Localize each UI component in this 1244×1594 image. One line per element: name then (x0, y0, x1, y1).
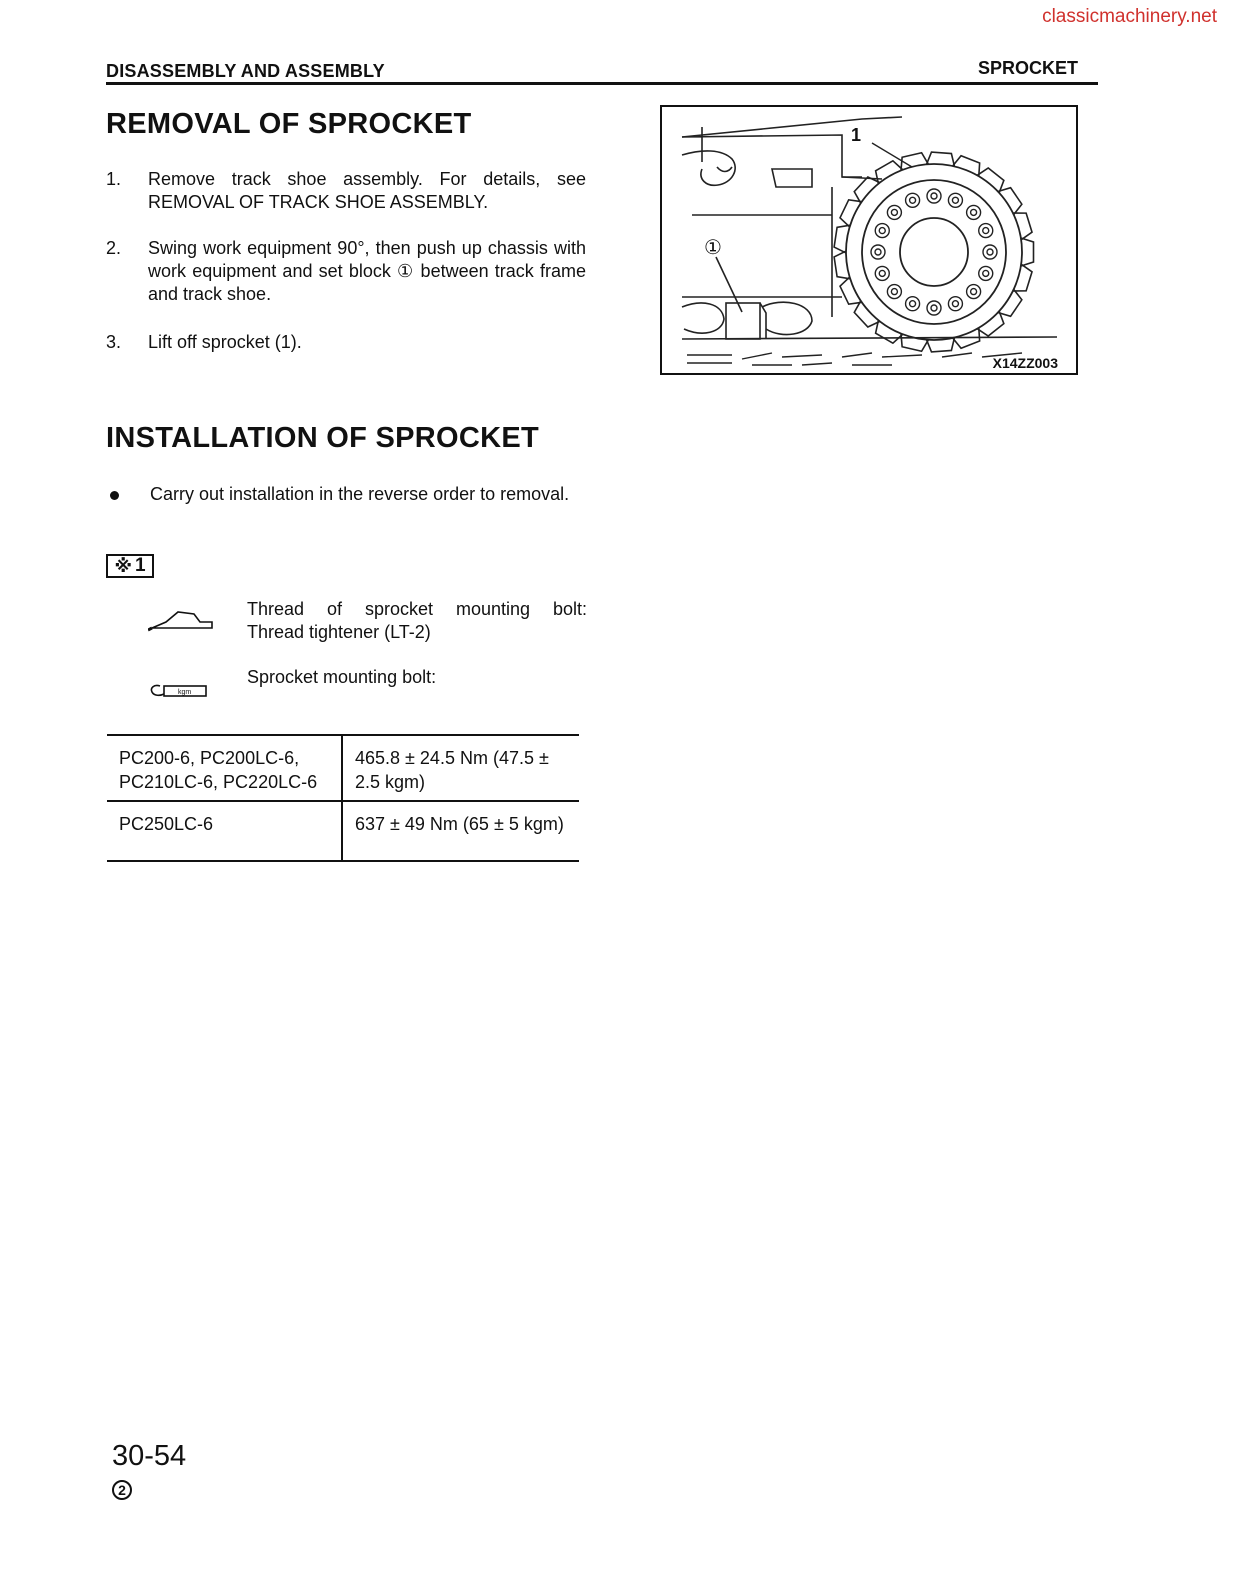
bolt-center (891, 289, 897, 295)
bolt-center (983, 228, 989, 234)
bolt-center (875, 249, 881, 255)
section-header: DISASSEMBLY AND ASSEMBLY (106, 61, 385, 81)
bolt-head (927, 189, 941, 203)
page-number: 30-54 (112, 1440, 187, 1472)
sprocket-tooth (1013, 213, 1032, 240)
sprocket-tooth (977, 168, 1004, 193)
adhesive-note (247, 598, 587, 644)
sprocket-tooth (1013, 264, 1032, 291)
sprocket-gear (846, 164, 1022, 340)
step-text: Swing work equipment 90°, then push up chassis with work equipment and set block ① between track frame and track shoe. (148, 238, 586, 304)
header-rule (106, 82, 1098, 85)
bolt-head (887, 285, 901, 299)
bolt-head (871, 245, 885, 259)
bolt-head (979, 266, 993, 280)
sprocket-tooth (998, 289, 1022, 316)
figure-callout-1: 1 (851, 125, 862, 145)
step-text: Remove track shoe assembly. For details, see REMOVAL OF TRACK SHOE ASSEMBLY. (148, 169, 586, 212)
bolt-center (891, 209, 897, 215)
installation-title: INSTALLATION OF SPROCKET (106, 422, 540, 454)
bolt-head (875, 266, 889, 280)
bolt-center (971, 289, 977, 295)
reference-mark (106, 554, 154, 578)
bolt-center (931, 193, 937, 199)
sprocket-bolts (871, 189, 997, 315)
sprocket-tooth (854, 177, 880, 203)
bolt-center (931, 305, 937, 311)
bolt-center (879, 270, 885, 276)
torque-table (107, 734, 579, 862)
bolt-head (948, 297, 962, 311)
sprocket-tooth (901, 153, 928, 171)
bolt-center (910, 197, 916, 203)
bolt-head (887, 205, 901, 219)
step-text: Lift off sprocket (1). (148, 332, 302, 352)
sprocket-tooth (901, 334, 928, 352)
models-cell: PC200-6, PC200LC-6, PC210LC-6, PC220LC-6 (107, 735, 342, 801)
bolt-center (952, 197, 958, 203)
table-row (107, 735, 579, 801)
figure-id: X14ZZ003 (992, 355, 1058, 371)
installation-bullet (106, 482, 586, 507)
bolt-head (983, 245, 997, 259)
bolt-head (906, 193, 920, 207)
bolt-center (987, 249, 993, 255)
component-header: SPROCKET (977, 58, 1078, 78)
adhesive-line-2: Thread tightener (LT-2) (247, 622, 431, 642)
torque-wrench-icon (148, 680, 212, 707)
step-number: 1. (106, 169, 122, 189)
bolt-head (979, 224, 993, 238)
sprocket-tooth (953, 156, 980, 177)
bolt-center (910, 301, 916, 307)
sprocket-teeth (834, 152, 1033, 352)
bolt-head (948, 193, 962, 207)
bolt-head (967, 205, 981, 219)
bolt-head (875, 224, 889, 238)
sprocket-tooth (998, 188, 1022, 215)
asterisk-mark-icon: ※ (114, 555, 132, 576)
bolt-head (927, 301, 941, 315)
sprocket-tooth (977, 311, 1004, 336)
bolt-center (952, 301, 958, 307)
thread-tightener-icon (148, 606, 218, 641)
torque-value-cell: 465.8 ± 24.5 Nm (47.5 ± 2.5 kgm) (342, 735, 579, 801)
reference-number: 1 (134, 555, 146, 576)
bullet-text: Carry out installation in the reverse order to removal. (150, 484, 570, 504)
bolt-center (983, 270, 989, 276)
sprocket-drawing (662, 107, 1078, 375)
torque-value-cell: 637 ± 49 Nm (65 ± 5 kgm) (342, 801, 579, 861)
adhesive-line-1: Thread of sprocket mounting bolt: (247, 599, 587, 619)
bolt-center (879, 228, 885, 234)
watermark[interactable]: classicmachinery.net (1042, 6, 1217, 27)
revision-mark: 2 (112, 1480, 132, 1500)
figure-callout-block: ① (704, 237, 722, 259)
removal-step-2 (106, 237, 586, 306)
sprocket-tooth (854, 301, 880, 327)
bolt-head (967, 285, 981, 299)
step-number: 2. (106, 238, 122, 258)
removal-title: REMOVAL OF SPROCKET (106, 108, 472, 140)
sprocket-removal-figure (660, 105, 1078, 375)
bolt-center (971, 209, 977, 215)
models-cell: PC250LC-6 (107, 801, 342, 861)
torque-unit-label: kgm (178, 689, 192, 696)
bolt-head (906, 297, 920, 311)
step-number: 3. (106, 332, 122, 352)
removal-step-3 (106, 331, 586, 354)
table-row (107, 801, 579, 861)
bullet-icon (110, 491, 119, 500)
removal-step-1 (106, 168, 586, 214)
torque-note: Sprocket mounting bolt: (247, 667, 437, 687)
